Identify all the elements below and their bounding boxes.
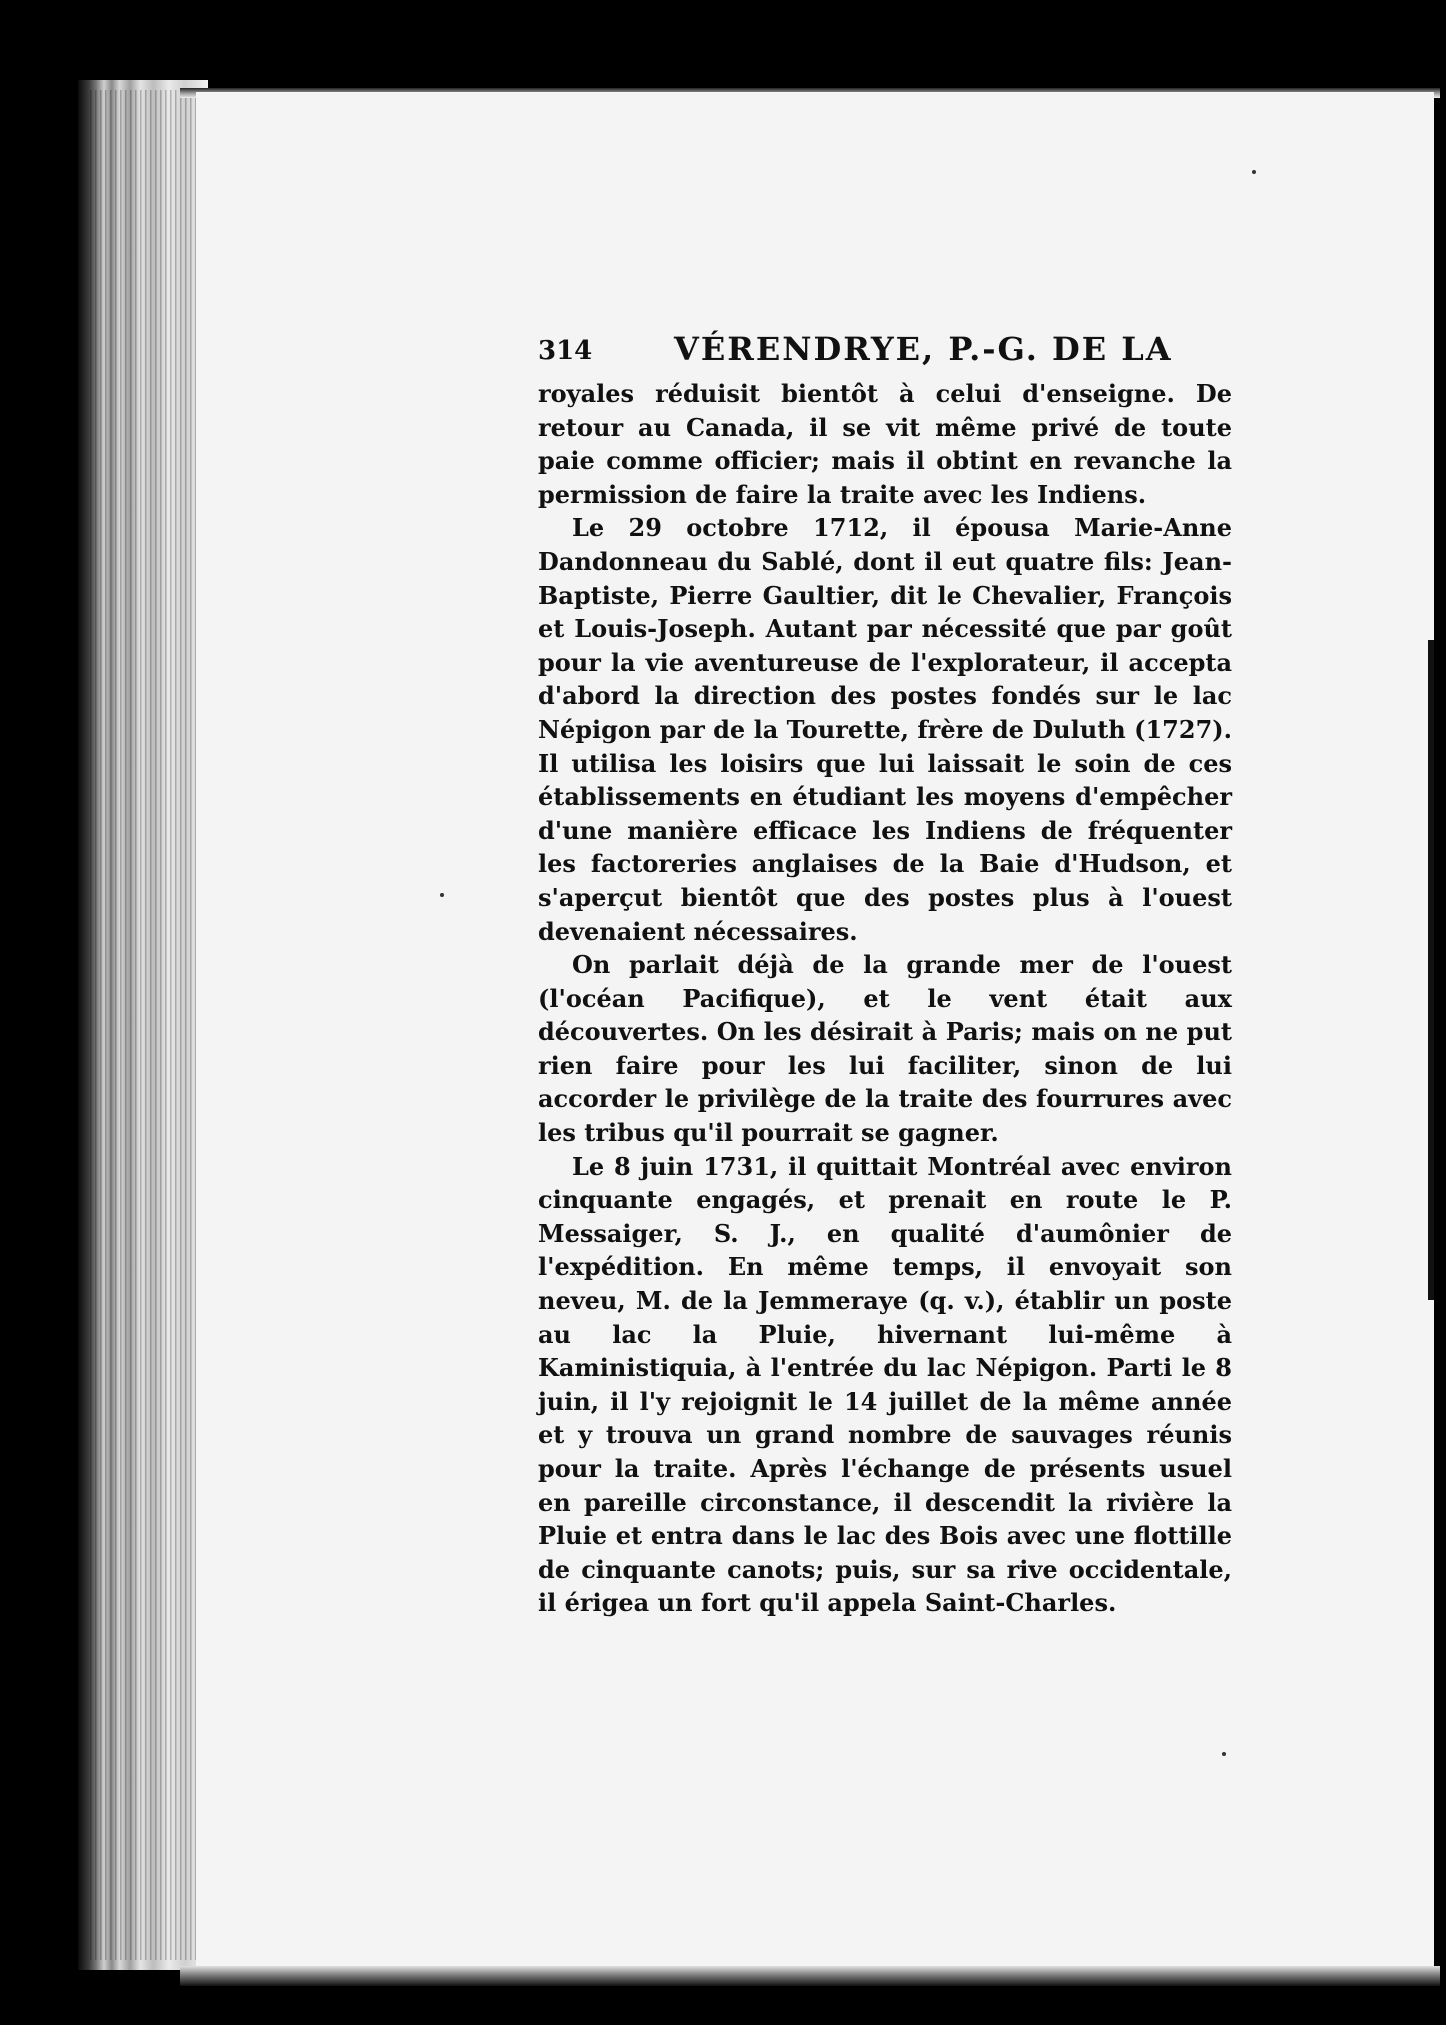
paragraph: royales réduisit bientôt à celui d'enseigne. De retour au Canada, il se vit même privé de toute paie comme officier; mais il obtint en revanche la permission de faire la traite avec les Indiens. (538, 379, 1232, 509)
paragraph: Le 29 octobre 1712, il épousa Marie-Anne Dandonneau du Sablé, dont il eut quatre fils: Jean-Baptiste, Pierre Gaultier, dit le Chevalier, François et Louis-Joseph. Autant par nécessité que par goût pour la vie aventureuse de l'explorateur, il accepta d'abord la direction des postes fondés sur le lac Népigon par de la Tourette, frère de Duluth (1727). Il utilisa les loisirs que lui laissait le soin de ces établissements en étudiant les moyens d'empêcher d'une manière efficace les Indiens de fréquenter les factoreries anglaises de la Baie d'Hudson, et s'aperçut bientôt que des postes plus à l'ouest devenaient nécessaires. (538, 513, 1232, 946)
paper-speck (440, 893, 444, 897)
page-header (538, 330, 1238, 380)
paper-speck (1252, 170, 1256, 174)
paper-speck (1222, 1752, 1226, 1756)
page-number: 314 (538, 336, 593, 366)
body-text (538, 377, 1232, 1620)
right-page-shadow (1428, 640, 1434, 1300)
running-head: VÉRENDRYE, P.-G. DE LA (674, 330, 1173, 368)
paragraph: Le 8 juin 1731, il quittait Montréal avec environ cinquante engagés, et prenait en route le P. Messaiger, S. J., en qualité d'aumônier de l'expédition. En même temps, il envoyait son neveu, M. de la Jemmeraye (q. v.), établir un poste au lac la Pluie, hivernant lui-même à Kaministiquia, à l'entrée du lac Népigon. Parti le 8 juin, il l'y rejoignit le 14 juillet de la même année et y trouva un grand nombre de sauvages réunis pour la traite. Après l'échange de présents usuel en pareille circonstance, il descendit la rivière la Pluie et entra dans le lac des Bois avec une flottille de cinquante canots; puis, sur sa rive occidentale, il érigea un fort qu'il appela Saint-Charles. (538, 1151, 1232, 1618)
paragraph: On parlait déjà de la grande mer de l'ouest (l'océan Pacifique), et le vent était aux découvertes. On les désirait à Paris; mais on ne put rien faire pour les lui faciliter, sinon de lui accorder le privilège de la traite des fourrures avec les tribus qu'il pourrait se gagner. (538, 950, 1232, 1148)
page-edges-texture (90, 90, 200, 1960)
page-bottom-edge (180, 1966, 1440, 1986)
